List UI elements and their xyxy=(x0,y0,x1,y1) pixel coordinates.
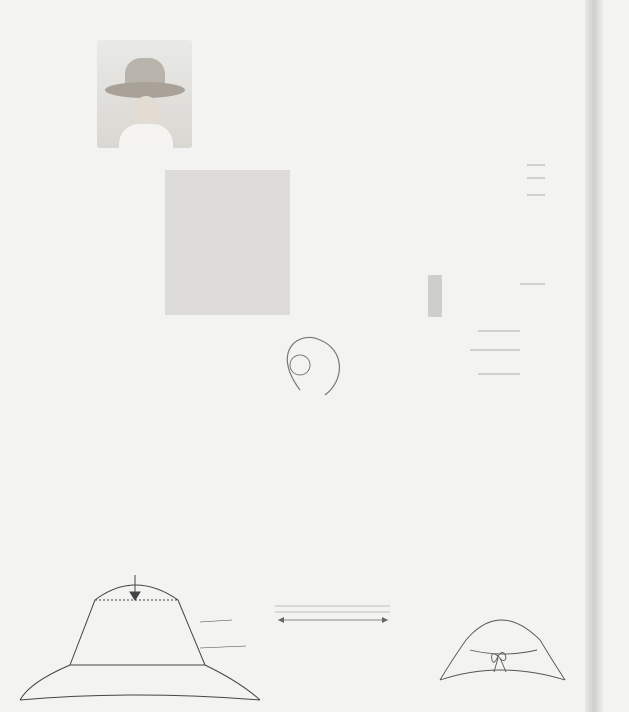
cord-loop xyxy=(287,337,339,395)
repeat-shade-small xyxy=(428,275,442,317)
cord-ring xyxy=(290,355,310,375)
finished-hat-sketch xyxy=(440,620,565,680)
row-arrows xyxy=(470,165,545,374)
hat-schematic-lines xyxy=(20,575,260,700)
cord-chain xyxy=(275,606,390,623)
repeat-shade xyxy=(165,170,290,315)
